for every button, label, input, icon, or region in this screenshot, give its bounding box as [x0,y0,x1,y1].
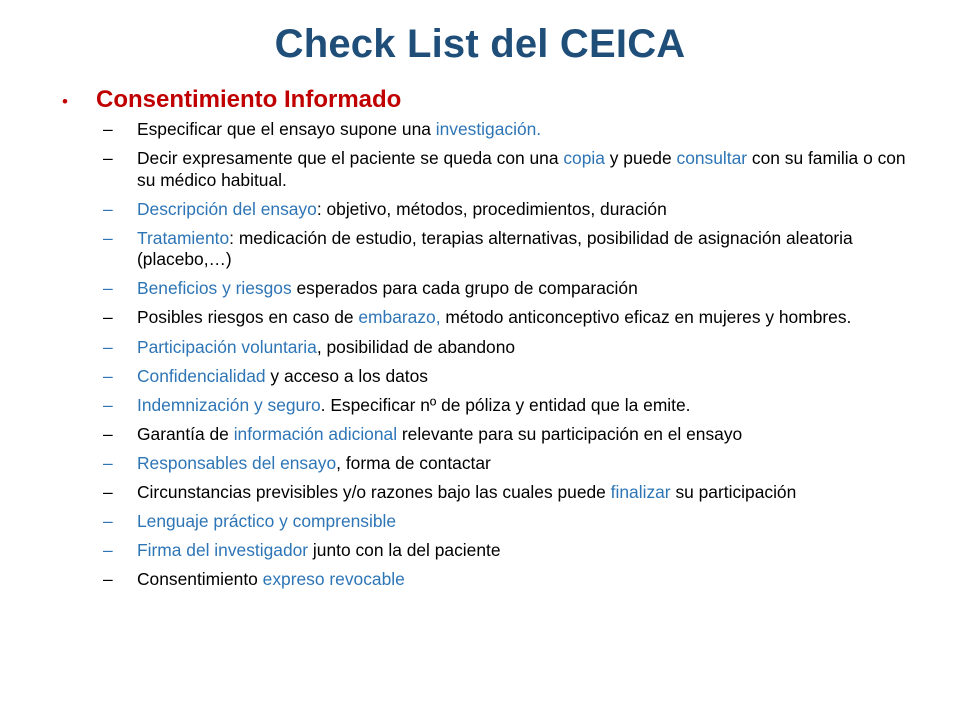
item-text-segment: esperados para cada grupo de comparación [291,278,638,299]
item-text-segment: : medicación de estudio, terapias alternativas, posibilidad de asignación aleatoria (placebo,…) [137,227,853,270]
item-text-segment: Garantía de [137,423,234,444]
checklist-item-text [137,453,923,475]
dash-bullet: – [103,511,113,532]
highlighted-text: Confidencialidad [137,365,266,386]
checklist-item [103,366,923,388]
dash-bullet: – [103,307,113,328]
checklist-item [103,278,923,300]
checklist-item [103,569,923,591]
dash-bullet: – [103,365,113,386]
dash-bullet: – [103,227,113,248]
dash-bullet: – [103,119,113,139]
item-text-segment: : objetivo, métodos, procedimientos, duración [316,198,667,219]
checklist-item-text [137,540,923,562]
item-text-segment: Consentimiento [137,569,263,590]
item-text-segment: Decir expresamente que el paciente se queda con una [137,148,564,169]
checklist-item-text [137,482,923,504]
checklist-item [103,119,923,141]
highlighted-text: Descripción del ensayo [137,198,317,219]
checklist-item [103,307,923,329]
checklist-item [103,395,923,417]
checklist-item-text [137,511,923,533]
item-text-segment: junto con la del paciente [308,540,501,561]
section-heading-row [62,86,401,114]
checklist-item [103,540,923,562]
checklist-item-text [137,228,923,271]
checklist-item-text [137,199,923,221]
slide-title: Check List del CEICA [274,22,686,66]
checklist-item-text [137,337,923,359]
checklist-item-text [137,278,923,300]
highlighted-text: Responsables del ensayo [137,452,337,473]
highlighted-text: Lenguaje práctico y comprensible [137,511,397,532]
item-text-segment: Especificar que el ensayo supone una [137,119,436,139]
item-text-segment: relevante para su participación en el ensayo [397,423,743,444]
item-text-segment: Posibles riesgos en caso de [137,307,359,328]
highlighted-text: Indemnización y seguro [137,394,321,415]
bullet-icon: • [62,92,68,111]
dash-bullet: – [103,452,113,473]
item-text-segment: con su familia o con su médico habitual. [137,148,906,190]
highlighted-text: Beneficios y riesgos [137,278,292,299]
dash-bullet: – [103,148,113,169]
checklist-item [103,482,923,504]
checklist-item-text [137,569,923,591]
highlighted-text: embarazo, [358,307,441,328]
checklist-item [103,148,923,191]
item-text-segment: . Especificar nº de póliza y entidad que la emite. [320,394,691,415]
checklist-item [103,424,923,446]
highlighted-text: investigación. [435,119,542,139]
checklist-item [103,337,923,359]
dash-bullet: – [103,423,113,444]
highlighted-text: copia [563,148,605,169]
checklist [103,119,923,598]
checklist-item [103,228,923,271]
checklist-item-text [137,307,923,329]
dash-bullet: – [103,569,113,590]
item-text-segment: y puede [604,148,677,169]
checklist-item-text [137,366,923,388]
highlighted-text: Tratamiento [137,227,230,248]
item-text-segment: , posibilidad de abandono [316,336,516,357]
highlighted-text: consultar [676,148,748,169]
highlighted-text: expreso revocable [262,569,405,590]
checklist-item [103,199,923,221]
dash-bullet: – [103,198,113,219]
highlighted-text: Participación voluntaria [137,336,317,357]
dash-bullet: – [103,394,113,415]
dash-bullet: – [103,482,113,503]
highlighted-text: Firma del investigador [137,540,309,561]
dash-bullet: – [103,278,113,299]
dash-bullet: – [103,540,113,561]
dash-bullet: – [103,336,113,357]
checklist-item [103,453,923,475]
item-text-segment: método anticonceptivo eficaz en mujeres y hombres. [440,307,852,328]
item-text-segment: y acceso a los datos [265,365,428,386]
checklist-item-text [137,424,923,446]
section-heading: Consentimiento Informado [96,86,402,113]
checklist-item [103,511,923,533]
item-text-segment: , forma de contactar [336,452,491,473]
item-text-segment: Circunstancias previsibles y/o razones bajo las cuales puede [137,482,611,503]
checklist-item-text [137,395,923,417]
checklist-item-text [137,119,923,141]
item-text-segment: su participación [670,482,797,503]
highlighted-text: información adicional [233,423,398,444]
highlighted-text: finalizar [610,482,671,503]
checklist-item-text [137,148,923,191]
